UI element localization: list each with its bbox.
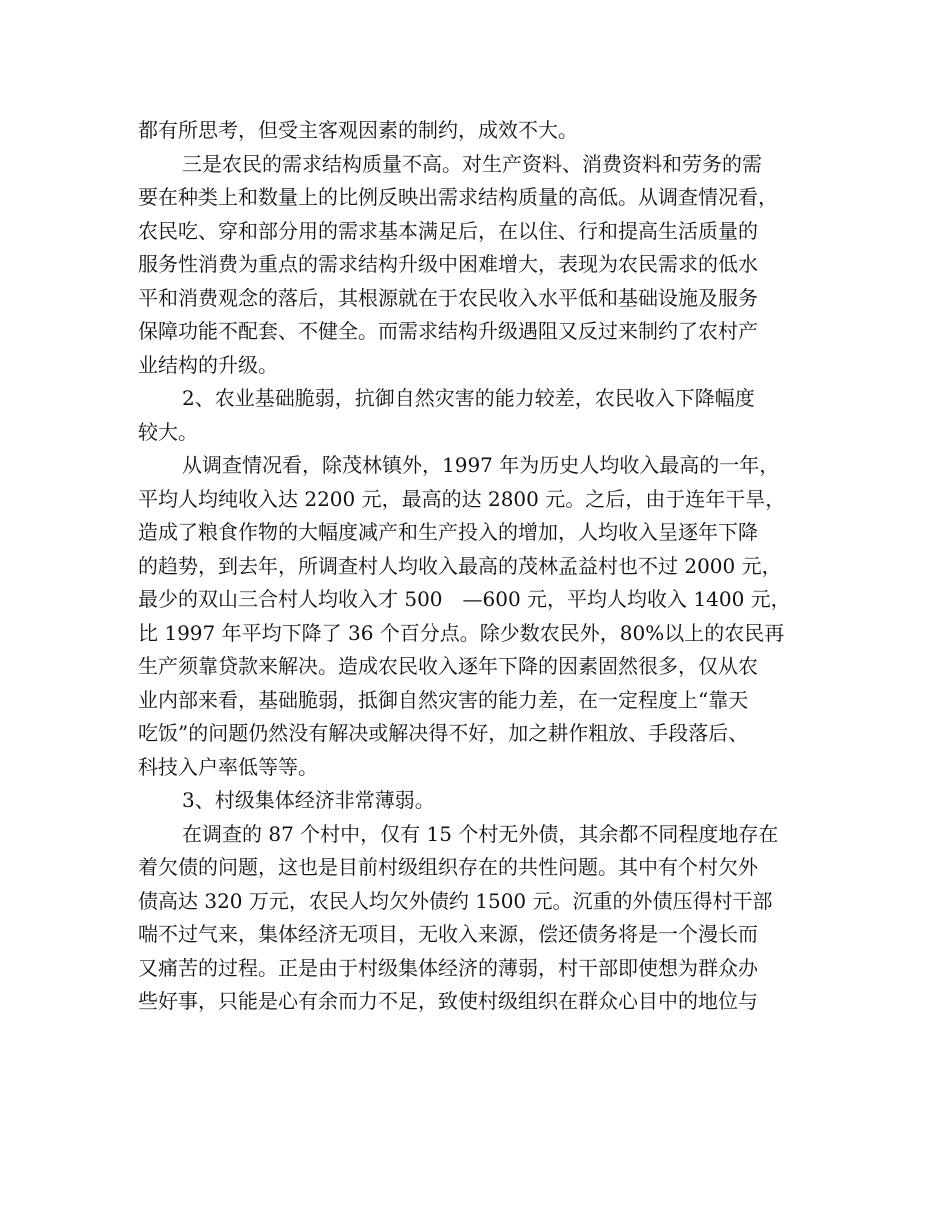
text-line: 要在种类上和数量上的比例反映出需求结构质量的高低。从调查情况看， [138,185,778,209]
body-text [138,114,828,1019]
text-line: 农民吃、穿和部分用的需求基本满足后，在以住、行和提高生活质量的 [138,218,758,243]
text-line: 科技入户率低等等。 [138,754,318,779]
text-line: 生产须靠贷款来解决。造成农民收入逐年下降的因素固然很多，仅从农 [138,654,758,678]
text-line: 债高达 320 万元，农民人均欠外债约 1500 元。沉重的外债压得村干部 [138,888,773,913]
text-line: 造成了粮食作物的大幅度减产和生产投入的增加，人均收入呈逐年下降 [138,520,758,544]
text-line: 又痛苦的过程。正是由于村级集体经济的薄弱，村干部即使想为群众办 [138,955,758,980]
text-line: 喘不过气来，集体经济无项目，无收入来源，偿还债务将是一个漫长而 [138,922,758,946]
text-line: 些好事，只能是心有余而力不足，致使村级组织在群众心目中的地位与 [138,989,758,1013]
text-line: 最少的双山三合村人均收入才 500 —600 元，平均人均收入 1400 元， [138,587,791,611]
text-line: 业结构的升级。 [138,352,278,377]
text-line: 平均人均纯收入达 2200 元，最高的达 2800 元。之后，由于连年干旱， [138,486,786,511]
text-line: 的趋势，到去年，所调查村人均收入最高的茂林孟益村也不过 2000 元， [138,553,782,578]
text-line: 从调查情况看，除茂林镇外，1997 年为历史人均收入最高的一年， [182,453,780,477]
text-line: 吃饭”的问题仍然没有解决或解决得不好，加之耕作粗放、手段落后、 [138,721,749,745]
section-heading: 较大。 [138,419,198,444]
text-line: 三是农民的需求结构质量不高。对生产资料、消费资料和劳务的需 [182,151,762,176]
text-line: 业内部来看，基础脆弱，抵御自然灾害的能力差，在一定程度上“靠天 [138,687,749,712]
text-line: 服务性消费为重点的需求结构升级中困难增大，表现为农民需求的低水 [138,252,758,276]
text-line: 在调查的 87 个村中，仅有 15 个村无外债，其余都不同程度地存在 [182,821,779,846]
section-heading: 3、村级集体经济非常薄弱。 [182,788,435,812]
text-line: 都有所思考，但受主客观因素的制约，成效不大。 [138,118,578,142]
text-line: 平和消费观念的落后，其根源就在于农民收入水平低和基础设施及服务 [138,285,758,310]
text-line: 着欠债的问题，这也是目前村级组织存在的共性问题。其中有个村欠外 [138,855,758,879]
section-heading: 2、农业基础脆弱，抗御自然灾害的能力较差，农民收入下降幅度 [182,386,755,410]
text-line: 保障功能不配套、不健全。而需求结构升级遇阻又反过来制约了农村产 [138,319,758,343]
text-line: 比 1997 年平均下降了 36 个百分点。除少数农民外，80%以上的农民再 [138,620,785,645]
